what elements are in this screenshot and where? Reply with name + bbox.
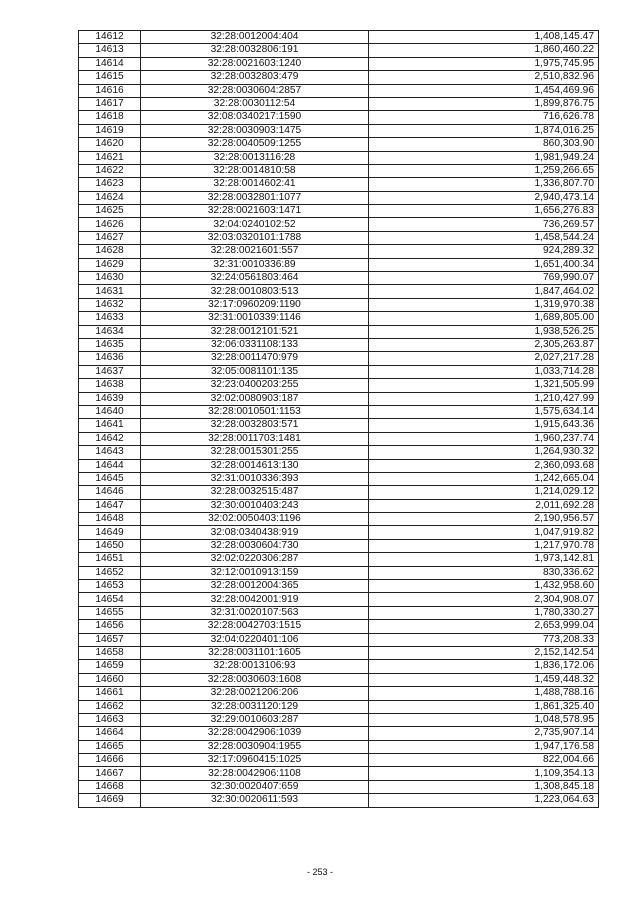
table-row <box>79 392 599 405</box>
cadastral-value: 2,653,999.04 <box>369 620 599 633</box>
table-row <box>79 687 599 700</box>
cadastral-value: 1,214,029.12 <box>369 486 599 499</box>
row-number: 14627 <box>79 231 141 244</box>
cadastral-value: 1,899,876.75 <box>369 97 599 110</box>
row-number: 14658 <box>79 646 141 659</box>
cadastral-value: 1,575,634.14 <box>369 405 599 418</box>
cadastral-value: 769,990.07 <box>369 272 599 285</box>
cadastral-number: 32:28:0030604:730 <box>141 539 369 552</box>
table-row <box>79 513 599 526</box>
table-row <box>79 553 599 566</box>
cadastral-number: 32:02:0080903:187 <box>141 392 369 405</box>
cadastral-value: 1,947,176.58 <box>369 740 599 753</box>
table-row <box>79 352 599 365</box>
table-row <box>79 379 599 392</box>
row-number: 14631 <box>79 285 141 298</box>
cadastral-value: 1,488,788.16 <box>369 687 599 700</box>
row-number: 14640 <box>79 405 141 418</box>
cadastral-number: 32:06:0331108:133 <box>141 338 369 351</box>
table-row <box>79 178 599 191</box>
cadastral-number: 32:23:0400203:255 <box>141 379 369 392</box>
cadastral-number: 32:28:0042001:919 <box>141 593 369 606</box>
table-row <box>79 325 599 338</box>
cadastral-number: 32:28:0012004:365 <box>141 580 369 593</box>
cadastral-value: 1,033,714.28 <box>369 365 599 378</box>
cadastral-number: 32:28:0021603:1240 <box>141 57 369 70</box>
table-row <box>79 245 599 258</box>
row-number: 14623 <box>79 178 141 191</box>
row-number: 14630 <box>79 272 141 285</box>
cadastral-value: 1,210,427.99 <box>369 392 599 405</box>
cadastral-value: 924,289.32 <box>369 245 599 258</box>
cadastral-number: 32:28:0021601:557 <box>141 245 369 258</box>
cadastral-number: 32:28:0032801:1077 <box>141 191 369 204</box>
table-row <box>79 138 599 151</box>
table-row <box>79 97 599 110</box>
cadastral-value: 1,336,807.70 <box>369 178 599 191</box>
table-row <box>79 312 599 325</box>
table-row <box>79 205 599 218</box>
cadastral-number: 32:31:0010339:1146 <box>141 312 369 325</box>
row-number: 14659 <box>79 660 141 673</box>
cadastral-number: 32:04:0240102:52 <box>141 218 369 231</box>
cadastral-number: 32:17:0960209:1190 <box>141 298 369 311</box>
table-row <box>79 258 599 271</box>
cadastral-number: 32:30:0020611:593 <box>141 794 369 807</box>
cadastral-value: 1,836,172.06 <box>369 660 599 673</box>
cadastral-value: 1,975,745.95 <box>369 57 599 70</box>
row-number: 14617 <box>79 97 141 110</box>
cadastral-number: 32:28:0042703:1515 <box>141 620 369 633</box>
cadastral-number: 32:08:0340217:1590 <box>141 111 369 124</box>
cadastral-value: 1,981,949.24 <box>369 151 599 164</box>
row-number: 14663 <box>79 713 141 726</box>
cadastral-number: 32:28:0014613:130 <box>141 459 369 472</box>
row-number: 14668 <box>79 780 141 793</box>
row-number: 14638 <box>79 379 141 392</box>
cadastral-number: 32:28:0040509:1255 <box>141 138 369 151</box>
cadastral-value: 1,459,448.32 <box>369 673 599 686</box>
row-number: 14660 <box>79 673 141 686</box>
table-row <box>79 526 599 539</box>
cadastral-value: 1,651,400.34 <box>369 258 599 271</box>
cadastral-value: 1,915,643.36 <box>369 419 599 432</box>
table-row <box>79 633 599 646</box>
cadastral-number: 32:28:0032803:571 <box>141 419 369 432</box>
cadastral-value: 1,408,145.47 <box>369 31 599 44</box>
row-number: 14646 <box>79 486 141 499</box>
page-number: - 253 - <box>306 867 333 877</box>
cadastral-value: 1,458,544.24 <box>369 231 599 244</box>
table-row <box>79 84 599 97</box>
cadastral-number: 32:05:0081101:135 <box>141 365 369 378</box>
cadastral-value: 1,242,665.04 <box>369 472 599 485</box>
cadastral-value: 1,938,526.25 <box>369 325 599 338</box>
row-number: 14619 <box>79 124 141 137</box>
table-row <box>79 432 599 445</box>
cadastral-number: 32:28:0021206:206 <box>141 687 369 700</box>
row-number: 14633 <box>79 312 141 325</box>
cadastral-number: 32:28:0030604:2857 <box>141 84 369 97</box>
cadastral-value: 1,432,958.60 <box>369 580 599 593</box>
row-number: 14647 <box>79 499 141 512</box>
cadastral-value: 1,847,464.02 <box>369 285 599 298</box>
row-number: 14656 <box>79 620 141 633</box>
cadastral-number: 32:02:0050403:1196 <box>141 513 369 526</box>
row-number: 14636 <box>79 352 141 365</box>
table-row <box>79 767 599 780</box>
table-row <box>79 566 599 579</box>
table-row <box>79 713 599 726</box>
cadastral-value: 1,860,460.22 <box>369 44 599 57</box>
cadastral-value: 716,626.78 <box>369 111 599 124</box>
table-row <box>79 580 599 593</box>
cadastral-number: 32:28:0032803:479 <box>141 71 369 84</box>
row-number: 14662 <box>79 700 141 713</box>
table-row <box>79 272 599 285</box>
cadastral-value: 1,689,805.00 <box>369 312 599 325</box>
table-row <box>79 191 599 204</box>
table-row <box>79 646 599 659</box>
cadastral-number: 32:28:0031120:129 <box>141 700 369 713</box>
row-number: 14628 <box>79 245 141 258</box>
table-row <box>79 593 599 606</box>
cadastral-number: 32:28:0030603:1608 <box>141 673 369 686</box>
cadastral-number: 32:28:0032806:191 <box>141 44 369 57</box>
table-row <box>79 285 599 298</box>
row-number: 14632 <box>79 298 141 311</box>
cadastral-number: 32:31:0010336:393 <box>141 472 369 485</box>
cadastral-number: 32:28:0021603:1471 <box>141 205 369 218</box>
table-row <box>79 298 599 311</box>
cadastral-number: 32:28:0010501:1153 <box>141 405 369 418</box>
cadastral-number: 32:04:0220401:106 <box>141 633 369 646</box>
row-number: 14666 <box>79 754 141 767</box>
row-number: 14665 <box>79 740 141 753</box>
row-number: 14615 <box>79 71 141 84</box>
table-row <box>79 660 599 673</box>
cadastral-number: 32:31:0010336:89 <box>141 258 369 271</box>
table-row <box>79 486 599 499</box>
row-number: 14664 <box>79 727 141 740</box>
row-number: 14618 <box>79 111 141 124</box>
cadastral-value: 1,861,325.40 <box>369 700 599 713</box>
table-row <box>79 71 599 84</box>
row-number: 14661 <box>79 687 141 700</box>
cadastral-value: 860,303.90 <box>369 138 599 151</box>
row-number: 14653 <box>79 580 141 593</box>
table-row <box>79 459 599 472</box>
cadastral-value: 2,940,473.14 <box>369 191 599 204</box>
cadastral-value: 1,047,919.82 <box>369 526 599 539</box>
table-row <box>79 44 599 57</box>
table-row <box>79 472 599 485</box>
cadastral-number: 32:31:0020107:563 <box>141 606 369 619</box>
table-row <box>79 218 599 231</box>
row-number: 14625 <box>79 205 141 218</box>
cadastral-number: 32:08:0340438:919 <box>141 526 369 539</box>
cadastral-value: 1,048,578.95 <box>369 713 599 726</box>
row-number: 14629 <box>79 258 141 271</box>
cadastral-number: 32:28:0031101:1605 <box>141 646 369 659</box>
cadastral-value: 2,152,142.54 <box>369 646 599 659</box>
row-number: 14651 <box>79 553 141 566</box>
cadastral-number: 32:28:0014810:58 <box>141 164 369 177</box>
cadastral-number: 32:28:0013106:93 <box>141 660 369 673</box>
table-row <box>79 164 599 177</box>
table-row <box>79 794 599 807</box>
row-number: 14642 <box>79 432 141 445</box>
row-number: 14624 <box>79 191 141 204</box>
row-number: 14621 <box>79 151 141 164</box>
row-number: 14648 <box>79 513 141 526</box>
cadastral-value: 1,874,016.25 <box>369 124 599 137</box>
row-number: 14614 <box>79 57 141 70</box>
cadastral-value: 2,304,908.07 <box>369 593 599 606</box>
table-body <box>79 31 599 808</box>
row-number: 14641 <box>79 419 141 432</box>
row-number: 14637 <box>79 365 141 378</box>
cadastral-value: 2,360,093.68 <box>369 459 599 472</box>
cadastral-value: 1,264,930.32 <box>369 446 599 459</box>
cadastral-value: 1,223,064.63 <box>369 794 599 807</box>
cadastral-number: 32:28:0013116:28 <box>141 151 369 164</box>
cadastral-number: 32:28:0042906:1039 <box>141 727 369 740</box>
table-row <box>79 231 599 244</box>
table-row <box>79 740 599 753</box>
cadastral-value: 822,004.66 <box>369 754 599 767</box>
cadastral-number: 32:17:0960415:1025 <box>141 754 369 767</box>
row-number: 14634 <box>79 325 141 338</box>
table-row <box>79 620 599 633</box>
table-row <box>79 405 599 418</box>
cadastral-number: 32:28:0012101:521 <box>141 325 369 338</box>
cadastral-number: 32:24:0561803:464 <box>141 272 369 285</box>
table-row <box>79 365 599 378</box>
table-row <box>79 780 599 793</box>
row-number: 14657 <box>79 633 141 646</box>
row-number: 14655 <box>79 606 141 619</box>
row-number: 14652 <box>79 566 141 579</box>
cadastral-value: 2,735,907.14 <box>369 727 599 740</box>
table-row <box>79 419 599 432</box>
row-number: 14644 <box>79 459 141 472</box>
cadastral-value: 1,454,469.96 <box>369 84 599 97</box>
table-row <box>79 111 599 124</box>
cadastral-value: 773,208.33 <box>369 633 599 646</box>
table-row <box>79 727 599 740</box>
row-number: 14616 <box>79 84 141 97</box>
cadastral-number: 32:28:0030904:1955 <box>141 740 369 753</box>
table-row <box>79 446 599 459</box>
cadastral-number: 32:28:0030112:54 <box>141 97 369 110</box>
cadastral-value: 1,319,970.38 <box>369 298 599 311</box>
cadastral-number: 32:29:0010603:287 <box>141 713 369 726</box>
row-number: 14626 <box>79 218 141 231</box>
table-row <box>79 673 599 686</box>
cadastral-number: 32:28:0010803:513 <box>141 285 369 298</box>
cadastral-value: 1,973,142.81 <box>369 553 599 566</box>
cadastral-value: 1,656,276.83 <box>369 205 599 218</box>
row-number: 14650 <box>79 539 141 552</box>
row-number: 14649 <box>79 526 141 539</box>
table-row <box>79 499 599 512</box>
cadastral-value: 736,269.57 <box>369 218 599 231</box>
table-row <box>79 124 599 137</box>
row-number: 14654 <box>79 593 141 606</box>
row-number: 14639 <box>79 392 141 405</box>
table-row <box>79 338 599 351</box>
cadastral-value: 1,217,970.78 <box>369 539 599 552</box>
row-number: 14612 <box>79 31 141 44</box>
cadastral-number: 32:28:0014602:41 <box>141 178 369 191</box>
table-row <box>79 539 599 552</box>
cadastral-number: 32:02:0220306:287 <box>141 553 369 566</box>
cadastral-value: 2,011,692.28 <box>369 499 599 512</box>
cadastral-value: 2,510,832.96 <box>369 71 599 84</box>
cadastral-number: 32:28:0030903:1475 <box>141 124 369 137</box>
table-row <box>79 31 599 44</box>
table-row <box>79 754 599 767</box>
cadastral-value: 2,190,956.57 <box>369 513 599 526</box>
row-number: 14667 <box>79 767 141 780</box>
table-row <box>79 57 599 70</box>
cadastral-number: 32:28:0015301:255 <box>141 446 369 459</box>
row-number: 14613 <box>79 44 141 57</box>
cadastral-value: 2,305,263.87 <box>369 338 599 351</box>
cadastral-value: 1,259,266.65 <box>369 164 599 177</box>
cadastral-number: 32:03:0320101:1788 <box>141 231 369 244</box>
cadastral-number: 32:28:0032515:487 <box>141 486 369 499</box>
cadastral-value: 1,960,237.74 <box>369 432 599 445</box>
cadastral-number: 32:28:0012004:404 <box>141 31 369 44</box>
cadastral-number: 32:28:0011703:1481 <box>141 432 369 445</box>
row-number: 14645 <box>79 472 141 485</box>
table-row <box>79 700 599 713</box>
cadastral-value: 1,308,845.18 <box>369 780 599 793</box>
cadastral-value: 1,321,505.99 <box>369 379 599 392</box>
row-number: 14622 <box>79 164 141 177</box>
table-row <box>79 606 599 619</box>
row-number: 14620 <box>79 138 141 151</box>
cadastral-value: 1,780,330.27 <box>369 606 599 619</box>
cadastral-number: 32:12:0010913:159 <box>141 566 369 579</box>
cadastral-number: 32:30:0010403:243 <box>141 499 369 512</box>
cadastral-value: 1,109,354.13 <box>369 767 599 780</box>
table-row <box>79 151 599 164</box>
row-number: 14635 <box>79 338 141 351</box>
cadastral-value: 2,027,217.28 <box>369 352 599 365</box>
row-number: 14669 <box>79 794 141 807</box>
cadastral-number: 32:28:0011470:979 <box>141 352 369 365</box>
data-table <box>78 30 599 808</box>
cadastral-value: 830,336.62 <box>369 566 599 579</box>
cadastral-number: 32:30:0020407:659 <box>141 780 369 793</box>
cadastral-number: 32:28:0042906:1108 <box>141 767 369 780</box>
row-number: 14643 <box>79 446 141 459</box>
